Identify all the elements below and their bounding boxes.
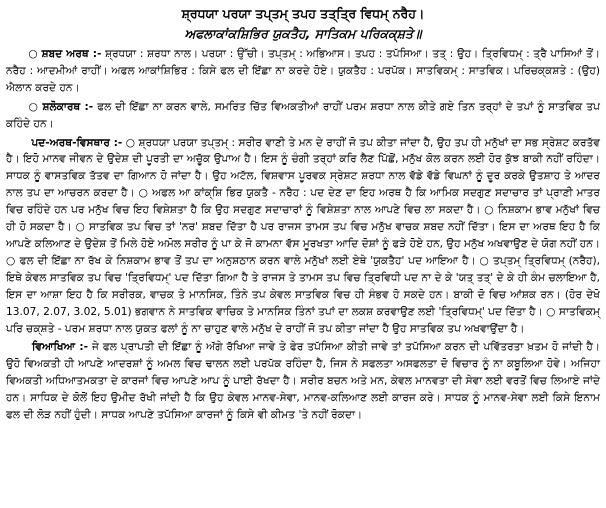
verse-line-2: ਅਫਲਾਕਾਂਕਸ਼ਿਭਿਰ ਯੁਕਤੈਹ, ਸਾਤਿਕਮ ਪਰਿਕਕ੍ਸ਼ਤੇ॥ — [184, 26, 422, 41]
verse-line-1: ਸ਼੍ਰਧਯਾ ਪਰਯਾ ਤਪ੍ਤਮ੍ ਤਪਹ ਤਤ੍ਤ੍ਰਿ ਵਿਧਮ੍ ਨਰੈਹ। — [181, 6, 425, 21]
section-pad-arth: ਪਦ-ਅਰਥ-ਵਿਸਥਾਰ :- ○ ਸ਼੍ਰਧਯਾ ਪਰਯਾ ਤਪ੍ਤਮ੍ : ਸਰੀਰ ਵਾਣੀ ਤੇ ਮਨ ਦੇ ਰਾਹੀਂ ਜੋ ਤਪ ਕੀਤਾ ਜਾਂਦਾ ਹੈ, ਉਹ ਤਪ ਹੀ ਮਨੁੱਖਾਂ ਦਾ ਸਭ ਸ੍ਰੇਸ਼ਟ ਕਰਤੱਵ ਹੈ। ਇਹੋ ਮਾਨਵ ਜੀਵਨ ਦੇ ਉਦੇਸ਼ ਦੀ ਪੂਰਤੀ ਦਾ ਅਚੂੱਕ ਉਪਾਅ ਹੈ। ਇਸ ਨੂੰ ਚੰਗੀ ਤਰ੍ਹਾਂ ਕਰਿ ਲੈਣ ਪਿੱਛੋਂ, ਮਨੁੱਖ ਕੋਲ ਕਰਨ ਲਈ ਹੋਰ ਕੁੱਝ ਬਾਕੀ ਨਹੀਂ ਰਹਿੰਦਾ। ਸਾਧਕ ਨੂੰ ਵਾਸਤਵਿਕ ਤੱਤਵ ਦਾ ਗਿਆਨ ਹੋ ਜਾਂਦਾ ਹੈ। ਉਹ ਅਟੱਲ, ਵਿਸ਼ਵਾਸ ਪੂਰਵਕ ਸ੍ਰੇਸ਼ਟ ਸ਼ਰਧਾ ਨਾਲ ਵੱਡੇ ਵੱਡੇ ਵਿਘਨਾਂ ਨੂੰ ਦੂਰ ਕਰਕੇ ਉਤਸ਼ਾਹ ਤੇ ਆਦਰ ਨਾਲ ਤਪ ਦਾ ਆਚਰਨ ਕਰਦਾ ਹੈ। ○ ਅਫਲ ਆ ਕਾਂਕ੍ਸ਼ਿ ਭਿਰ ਯੁਕਤੈ - ਨਰੈਹ : ਪਦ ਦੇਣ ਦਾ ਇਹ ਅਰਥ ਹੈ ਕਿ ਆਮਿਕ ਸਦਗੁਣ ਸਦਾਚਾਰ ਤਾਂ ਪ੍ਰਾਣੀ ਮਾਤਰ ਵਿਚ ਰਹਿੰਦੇ ਹਨ ਪਰ ਮਨੁੱਖ ਵਿਚ ਇਹ ਵਿਸ਼ੇਸ਼ਤਾ ਹੈ ਕਿ ਉਹ ਸਦਗੁਣ ਸਦਾਚਾਰਾਂ ਨੂੰ ਵਿਸ਼ੇਸ਼ਤਾ ਨਾਲ ਆਪਣੇ ਵਿਚ ਲਾ ਸਕਦਾ ਹੈ। ○ ਨਿਸ਼ਕਾਮ ਭਾਵ ਮਨੁੱਖਾਂ ਵਿਚ ਹੀ ਹੋ ਸਕਦਾ ਹੈ। ○ ਸਾਤਵਿਕ ਤਪ ਵਿਚ ਤਾਂ 'ਨਰ' ਸ਼ਬਦ ਦਿੱਤਾ ਹੈ ਪਰ ਰਾਜਸ ਤਾਮਸ ਤਪ ਵਿਚ ਮਨੁੱਖ ਵਾਚਕ ਸ਼ਬਦ ਨਹੀਂ ਦਿੱਤਾ। ਇਸ ਦਾ ਅਰਥ ਇਹ ਹੈ ਕਿ ਆਪਣੇ ਕਲਿਆਣ ਦੇ ਉਦੇਸ਼ ਤੋਂ ਮਿਲੇ ਹੋਏ ਅਮੋਲ ਸਰੀਰ ਨੂੰ ਪਾ ਕੇ ਜੋ ਕਾਮਨਾ ਵੱਸ ਮੂਰਖਤਾ ਆਦਿ ਦੋਸ਼ਾਂ ਨੂੰ ਫੜੇ ਹੋਏ ਹਨ, ਉਹ ਮਨੁੱਖ ਅਖਵਾਉਣ ਦੇ ਯੋਗ ਨਹੀਂ ਹਨ। ○ ਫਲ ਦੀ ਇੱਛਾ ਨਾ ਰੱਖ ਕੇ ਨਿਸ਼ਕਾਮ ਭਾਵ ਤੋਂ ਤਪ ਦਾ ਅਨੁਸ਼ਠਾਨ ਕਰਨ ਵਾਲੇ ਮਨੁੱਖਾਂ ਲਈ ਏਥੇ 'ਯੁਕਤੈਹ' ਪਦ ਆਇਆ ਹੈ। ○ ਤਪ੍ਤਮ੍ ਤ੍ਰਿਵਿਧਮ੍ (ਨਰੈਹ), ਇਥੇ ਕੇਵਲ ਸਾਤਵਿਕ ਤਪ ਵਿਚ 'ਤ੍ਰਿਵਿਧਮ੍' ਪਦ ਦਿੱਤਾ ਗਿਆ ਹੈ ਤੇ ਰਾਜਸ ਤੇ ਤਾਮਸ ਤਪ ਵਿਚ ਤ੍ਰਿਵਿਧੀ ਪਦ ਨਾ ਦੇ ਕੇ 'ਯਤ੍ ਤਤ੍' ਦੇ ਕੇ ਹੀ ਕੰਮ ਚਲਾਇਆ ਹੈ, ਇਸ ਦਾ ਆਸ਼ਾ ਇਹ ਹੈ ਕਿ ਸਰੀਰਕ, ਵਾਚਕ ਤੇ ਮਾਨਸਿਕ, ਤਿੰਨੇ ਤਪ ਕੇਵਲ ਸਾਤਵਿਕ ਵਿਚ ਹੀ ਸੰਭਵ ਹੋ ਸਕਦੇ ਹਨ। ਬਾਕੀ ਦੋ ਵਿਚ ਆਂਸ਼ਕ ਰਨ। (ਹੋਰ ਦੇਖੋ 13.07, 2.07, 3.02, 5.01) ਭਗਵਾਨ ਨੇ ਸਾਤਵਿਕ ਵਾਚਿਕ ਤੇ ਮਾਨਸਿਕ ਤਿੰਨਾਂ ਤਪਾਂ ਦਾ ਲਕਸ਼ ਕਰਵਾਉਣ ਲਈ 'ਤ੍ਰਿਵਿਧਮ੍' ਪਦ ਦਿੱਤਾ ਹੈ। ○ ਸਾਤਵਿਕਮ੍ ਪਰਿ ਚਕ੍ਸ਼ਤੇ - ਪਰਮ ਸ਼ਰਧਾ ਨਾਲ ਯੁਕਤ ਫਲਾਂ ਨੂੰ ਨਾ ਚਾਹੁਣ ਵਾਲੇ ਮਨੁੱਖ ਦੇ ਰਾਹੀਂ ਜੋ ਤਪ ਕੀਤਾ ਜਾਂਦਾ ਹੈ ਉਹ ਸਾਤਵਿਕ ਤਪ ਅਖਵਾਉਂਦਾ ਹੈ। — [6, 136, 600, 335]
text-shlokarth: ਫਲ ਦੀ ਇੱਛਾ ਨਾ ਕਰਨ ਵਾਲੇ, ਸਮਰਿਤ ਚਿੱਤ ਵਿਅਕਤੀਆਂ ਰਾਹੀਂ ਪਰਮ ਸ਼ਰਧਾ ਨਾਲ ਕੀਤੇ ਗਏ ਤਿਨ ਤਰ੍ਹਾਂ ਦੇ ਤਪਾਂ ਨੂੰ ਸਾਤਵਿਕ ਤਪ ਕਹਿੰਦੇ ਹਨ। — [6, 100, 601, 130]
label-pad-arth: ਪਦ-ਅਰਥ-ਵਿਸਥਾਰ :- — [31, 136, 123, 149]
text-viakhya: ਜੇ ਫਲ ਪ੍ਰਾਪਤੀ ਦੀ ਇੱਛਾ ਨੂੰ ਅੱਗੇ ਰੱਖਿਆ ਜਾਵੇ ਤੇ ਫੇਰ ਤਪੱਸਿਆ ਕੀਤੀ ਜਾਵੇ ਤਾਂ ਤਪੱਸਿਆ ਕਰਨ ਦੀ ਪਵਿੱਤਰਤਾ ਖ਼ਤਮ ਹੋ ਜਾਂਦੀ ਹੈ। ਉਹੋ ਵਿਅਕਤੀ ਹੀ ਆਪਣੇ ਆਦਰਸ਼ਾਂ ਨੂੰ ਅਮਲ ਵਿਚ ਢਾਲਨ ਲਈ ਪਰਪੱਕ ਰਹਿੰਦਾ ਹੈ, ਜਿਸ ਨੇ ਸਫਲਤਾ ਅਸਫਲਤਾ ਦੋ ਵਿਚਾਰ ਨੂੰ ਨਾ ਕਬੂਲਿਆ ਹੋਵੇ। ਅਜਿਹਾ ਵਿਅਕਤੀ ਅਧਿਆਤਮਕਤਾ ਦੇ ਕਾਰਜਾਂ ਵਿਚ ਆਪਣੇ ਆਪ ਨੂੰ ਪਾਈ ਰੱਖਦਾ ਹੈ। ਸਰੀਰ ਬਚਨ ਅਤੇ ਮਨ, ਕੇਵਲ ਮਾਨਵਤਾ ਦੀ ਸੇਵਾ ਲਈ ਵਰਤੋਂ ਵਿਚ ਲਿਆਏ ਜਾਂਦੇ ਹਨ। ਸਾਧਿਕ ਦੇ ਕੋਲੋਂ ਇਹ ਉਮੀਦ ਰੱਖੀ ਜਾਂਦੀ ਹੈ ਕਿ ਉਹ ਕੇਵਲ ਮਾਨਵ-ਸੇਵਾ, ਮਾਨਵ-ਕਲਿਆਣ ਲਈ ਕਾਰਜ ਕਰੇ। ਸਾਧਕ ਨੂੰ ਮਾਨਵ-ਸੇਵਾ ਲਈ ਕਿਸੇ ਇਨਾਮ ਫਲ ਦੀ ਲੋੜ ਨਹੀਂ ਹੁੰਦੀ। ਸਾਧਕ ਆਪਣੇ ਤਪੱਸਿਆ ਕਾਰਜਾਂ ਨੂੰ ਕਿਸੇ ਵੀ ਕੀਮਤ 'ਤੇ ਨਹੀਂ ਰੋਕਦਾ। — [6, 341, 600, 422]
section-viakhya — [6, 339, 600, 424]
label-viakhya: ਵਿਆਖਿਆ :- — [31, 341, 89, 354]
section-shlokarth: ○ ਸ਼ਲੋਕਾਰਥ :- ਫਲ ਦੀ ਇੱਛਾ ਨਾ ਕਰਨ ਵਾਲੇ, ਸਮਰਿਤ ਚਿੱਤ ਵਿਅਕਤੀਆਂ ਰਾਹੀਂ ਪਰਮ ਸ਼ਰਧਾ ਨਾਲ ਕੀਤੇ ਗਏ ਤਿਨ ਤਰ੍ਹਾਂ ਦੇ ਤਪਾਂ ਨੂੰ ਸਾਤਵਿਕ ਤਪ ਕਹਿੰਦੇ ਹਨ। — [6, 100, 601, 130]
section-shabad-arth: ○ ਸ਼ਬਦ ਅਰਥ :- ਸ਼੍ਰਧਯਾ : ਸ਼ਰਧਾ ਨਾਲ। ਪਰਯਾ : ਉੱਚੀ। ਤਪ੍ਤਮ੍ : ਅਭਿਆਸ। ਤਪਹ : ਤਪੱਸਿਆ। ਤਤ੍ : ਉਹ। ਤ੍ਰਿਵਿਧਮ੍ : ਤ੍ਰੈ ਪਾਸਿਆਂ ਤੋਂ। ਨਰੈਹ : ਆਦਮੀਆਂ ਰਾਹੀਂ। ਅਫਲ ਆਕਾਂਸ਼ਿਭਿਰ : ਕਿਸੇ ਫਲ ਦੀ ਇੱਛਾ ਨਾ ਕਰਦੇ ਹੋਏ। ਯੁਕਤੈਹ : ਪਰਪੱਕ। ਸਾਤਵਿਕਮ੍ : ਸਾਤਵਿਕ। ਪਰਿਚਕ੍ਕਸ਼ਤੇ : (ਉਹ) ਐਲਾਨ ਕਰਦੇ ਹਨ। — [6, 48, 600, 94]
text-pad-arth: ਸ਼੍ਰਧਯਾ ਪਰਯਾ ਤਪ੍ਤਮ੍ : ਸਰੀਰ ਵਾਣੀ ਤੇ ਮਨ ਦੇ ਰਾਹੀਂ ਜੋ ਤਪ ਕੀਤਾ ਜਾਂਦਾ ਹੈ, ਉਹ ਤਪ ਹੀ ਮਨੁੱਖਾਂ ਦਾ ਸਭ ਸ੍ਰੇਸ਼ਟ ਕਰਤੱਵ ਹੈ। ਇਹੋ ਮਾਨਵ ਜੀਵਨ ਦੇ ਉਦੇਸ਼ ਦੀ ਪੂਰਤੀ ਦਾ ਅਚੂੱਕ ਉਪਾਅ ਹੈ। ਇਸ ਨੂੰ ਚੰਗੀ ਤਰ੍ਹਾਂ ਕਰਿ ਲੈਣ ਪਿੱਛੋਂ, ਮਨੁੱਖ ਕੋਲ ਕਰਨ ਲਈ ਹੋਰ ਕੁੱਝ ਬਾਕੀ ਨਹੀਂ ਰਹਿੰਦਾ। ਸਾਧਕ ਨੂੰ ਵਾਸਤਵਿਕ ਤੱਤਵ ਦਾ ਗਿਆਨ ਹੋ ਜਾਂਦਾ ਹੈ। ਉਹ ਅਟੱਲ, ਵਿਸ਼ਵਾਸ ਪੂਰਵਕ ਸ੍ਰੇਸ਼ਟ ਸ਼ਰਧਾ ਨਾਲ ਵੱਡੇ ਵੱਡੇ ਵਿਘਨਾਂ ਨੂੰ ਦੂਰ ਕਰਕੇ ਉਤਸ਼ਾਹ ਤੇ ਆਦਰ ਨਾਲ ਤਪ ਦਾ ਆਚਰਨ ਕਰਦਾ ਹੈ। ○ ਅਫਲ ਆ ਕਾਂਕ੍ਸ਼ਿ ਭਿਰ ਯੁਕਤੈ - ਨਰੈਹ : ਪਦ ਦੇਣ ਦਾ ਇਹ ਅਰਥ ਹੈ ਕਿ ਆਮਿਕ ਸਦਗੁਣ ਸਦਾਚਾਰ ਤਾਂ ਪ੍ਰਾਣੀ ਮਾਤਰ ਵਿਚ ਰਹਿੰਦੇ ਹਨ ਪਰ ਮਨੁੱਖ ਵਿਚ ਇਹ ਵਿਸ਼ੇਸ਼ਤਾ ਹੈ ਕਿ ਉਹ ਸਦਗੁਣ ਸਦਾਚਾਰਾਂ ਨੂੰ ਵਿਸ਼ੇਸ਼ਤਾ ਨਾਲ ਆਪਣੇ ਵਿਚ ਲਾ ਸਕਦਾ ਹੈ। ○ ਨਿਸ਼ਕਾਮ ਭਾਵ ਮਨੁੱਖਾਂ ਵਿਚ ਹੀ ਹੋ ਸਕਦਾ ਹੈ। ○ ਸਾਤਵਿਕ ਤਪ ਵਿਚ ਤਾਂ 'ਨਰ' ਸ਼ਬਦ ਦਿੱਤਾ ਹੈ ਪਰ ਰਾਜਸ ਤਾਮਸ ਤਪ ਵਿਚ ਮਨੁੱਖ ਵਾਚਕ ਸ਼ਬਦ ਨਹੀਂ ਦਿੱਤਾ। ਇਸ ਦਾ ਅਰਥ ਇਹ ਹੈ ਕਿ ਆਪਣੇ ਕਲਿਆਣ ਦੇ ਉਦੇਸ਼ ਤੋਂ ਮਿਲੇ ਹੋਏ ਅਮੋਲ ਸਰੀਰ ਨੂੰ ਪਾ ਕੇ ਜੋ ਕਾਮਨਾ ਵੱਸ ਮੂਰਖਤਾ ਆਦਿ ਦੋਸ਼ਾਂ ਨੂੰ ਫੜੇ ਹੋਏ ਹਨ, ਉਹ ਮਨੁੱਖ ਅਖਵਾਉਣ ਦੇ ਯੋਗ ਨਹੀਂ ਹਨ। ○ ਫਲ ਦੀ ਇੱਛਾ ਨਾ ਰੱਖ ਕੇ ਨਿਸ਼ਕਾਮ ਭਾਵ ਤੋਂ ਤਪ ਦਾ ਅਨੁਸ਼ਠਾਨ ਕਰਨ ਵਾਲੇ ਮਨੁੱਖਾਂ ਲਈ ਏਥੇ 'ਯੁਕਤੈਹ' ਪਦ ਆਇਆ ਹੈ। ○ ਤਪ੍ਤਮ੍ ਤ੍ਰਿਵਿਧਮ੍ (ਨਰੈਹ), ਇਥੇ ਕੇਵਲ ਸਾਤਵਿਕ ਤਪ ਵਿਚ 'ਤ੍ਰਿਵਿਧਮ੍' ਪਦ ਦਿੱਤਾ ਗਿਆ ਹੈ ਤੇ ਰਾਜਸ ਤੇ ਤਾਮਸ ਤਪ ਵਿਚ ਤ੍ਰਿਵਿਧੀ ਪਦ ਨਾ ਦੇ ਕੇ 'ਯਤ੍ ਤਤ੍' ਦੇ ਕੇ ਹੀ ਕੰਮ ਚਲਾਇਆ ਹੈ, ਇਸ ਦਾ ਆਸ਼ਾ ਇਹ ਹੈ ਕਿ ਸਰੀਰਕ, ਵਾਚਕ ਤੇ ਮਾਨਸਿਕ, ਤਿੰਨੇ ਤਪ ਕੇਵਲ ਸਾਤਵਿਕ ਵਿਚ ਹੀ ਸੰਭਵ ਹੋ ਸਕਦੇ ਹਨ। ਬਾਕੀ ਦੋ ਵਿਚ ਆਂਸ਼ਕ ਰਨ। (ਹੋਰ ਦੇਖੋ 13.07, 2.07, 3.02, 5.01) ਭਗਵਾਨ ਨੇ ਸਾਤਵਿਕ ਵਾਚਿਕ ਤੇ ਮਾਨਸਿਕ ਤਿੰਨਾਂ ਤਪਾਂ ਦਾ ਲਕਸ਼ ਕਰਵਾਉਣ ਲਈ 'ਤ੍ਰਿਵਿਧਮ੍' ਪਦ ਦਿੱਤਾ ਹੈ। ○ ਸਾਤਵਿਕਮ੍ ਪਰਿ ਚਕ੍ਸ਼ਤੇ - ਪਰਮ ਸ਼ਰਧਾ ਨਾਲ ਯੁਕਤ ਫਲਾਂ ਨੂੰ ਨਾ ਚਾਹੁਣ ਵਾਲੇ ਮਨੁੱਖ ਦੇ ਰਾਹੀਂ ਜੋ ਤਪ ਕੀਤਾ ਜਾਂਦਾ ਹੈ ਉਹ ਸਾਤਵਿਕ ਤਪ ਅਖਵਾਉਂਦਾ ਹੈ। — [6, 136, 600, 335]
label-shlokarth: ਸ਼ਲੋਕਾਰਥ :- — [42, 100, 94, 113]
text-shabad-arth: ਸ਼੍ਰਧਯਾ : ਸ਼ਰਧਾ ਨਾਲ। ਪਰਯਾ : ਉੱਚੀ। ਤਪ੍ਤਮ੍ : ਅਭਿਆਸ। ਤਪਹ : ਤਪੱਸਿਆ। ਤਤ੍ : ਉਹ। ਤ੍ਰਿਵਿਧਮ੍ : ਤ੍ਰੈ ਪਾਸਿਆਂ ਤੋਂ। ਨਰੈਹ : ਆਦਮੀਆਂ ਰਾਹੀਂ। ਅਫਲ ਆਕਾਂਸ਼ਿਭਿਰ : ਕਿਸੇ ਫਲ ਦੀ ਇੱਛਾ ਨਾ ਕਰਦੇ ਹੋਏ। ਯੁਕਤੈਹ : ਪਰਪੱਕ। ਸਾਤਵਿਕਮ੍ : ਸਾਤਵਿਕ। ਪਰਿਚਕ੍ਕਸ਼ਤੇ : (ਉਹ) ਐਲਾਨ ਕਰਦੇ ਹਨ। — [6, 48, 600, 94]
label-shabad-arth: ਸ਼ਬਦ ਅਰਥ :- — [41, 48, 102, 60]
